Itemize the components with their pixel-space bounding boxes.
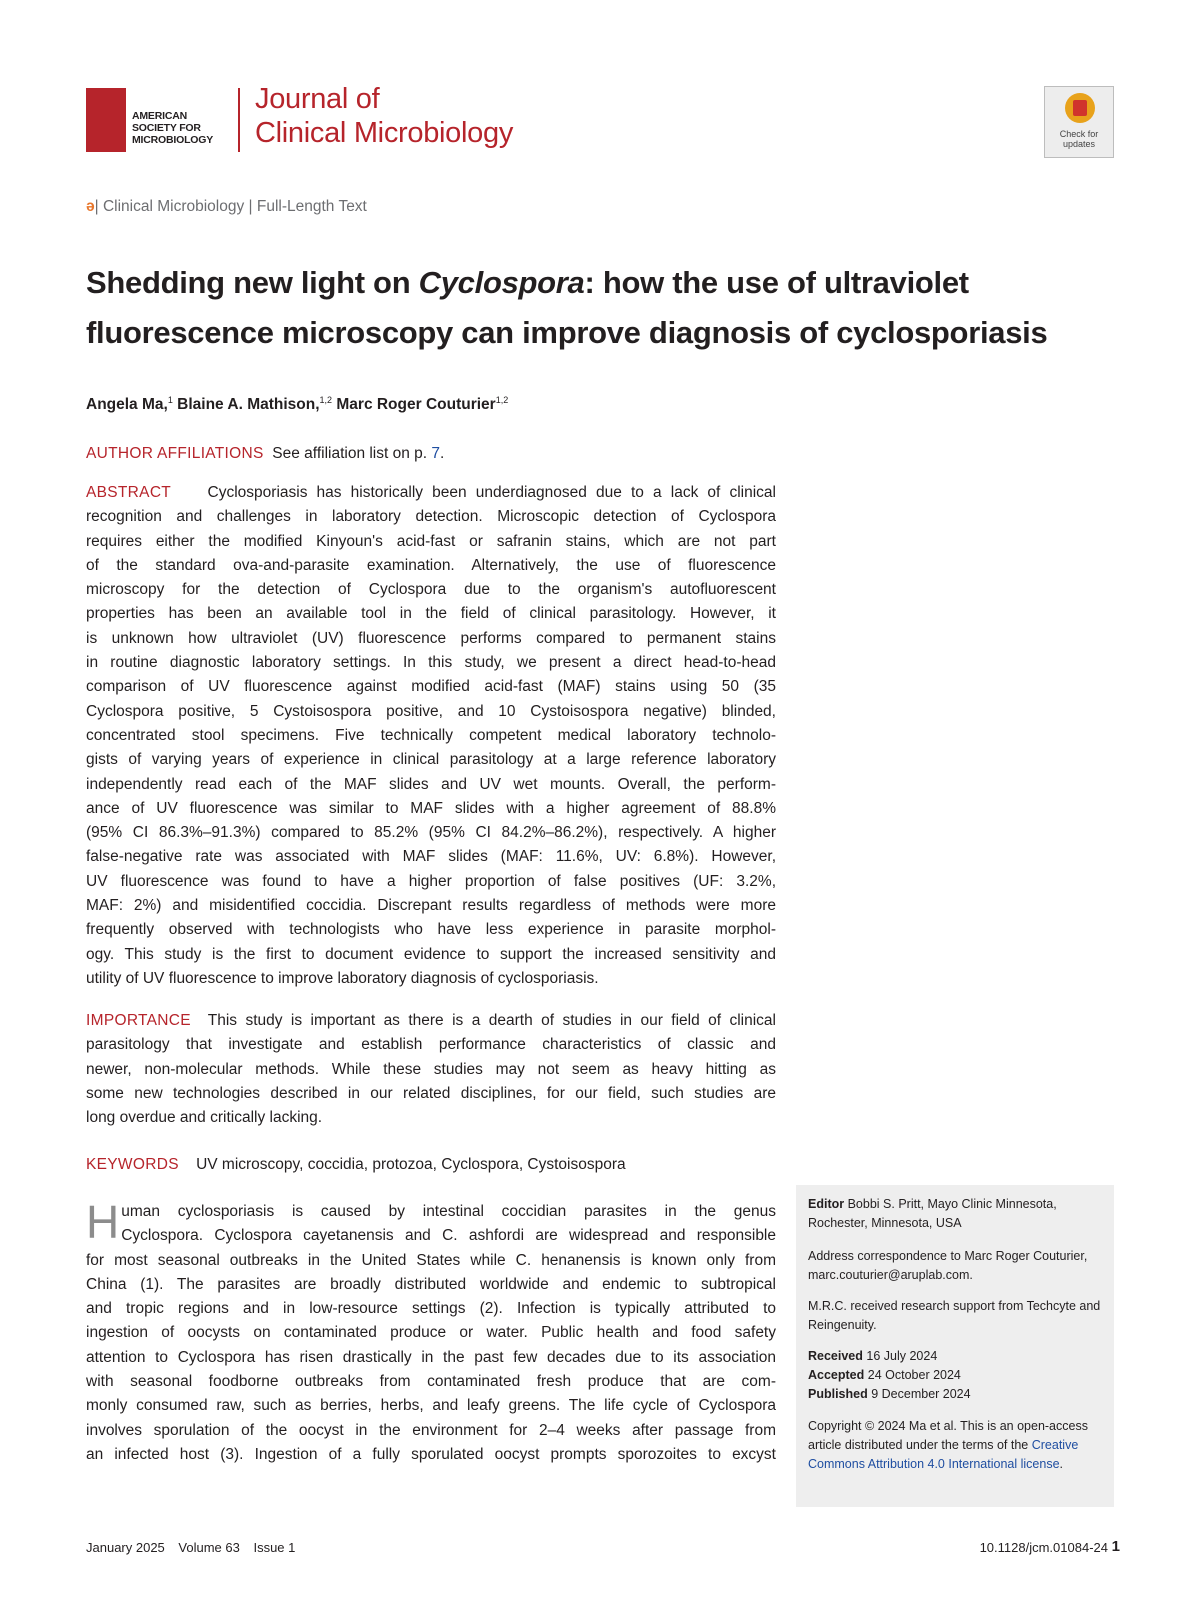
copyright-text: Copyright © 2024 Ma et al. This is an open-access article distributed under the terms of the xyxy=(808,1419,1088,1452)
body-line: with seasonal foodborne outbreaks from contaminated fresh produce that are com- xyxy=(86,1373,776,1391)
importance-label: IMPORTANCE xyxy=(86,1012,191,1029)
check-label-line: Check for xyxy=(1059,129,1099,139)
importance-line: some new technologies described in our related disciplines, for our field, such studies are xyxy=(86,1084,776,1102)
abstract-line: utility of UV fluorescence to improve laboratory diagnosis of cyclosporiasis. xyxy=(86,969,599,987)
body-line: and tropic regions and in low-resource settings (2). Infection is typically attributed to xyxy=(86,1300,776,1318)
importance-line: long overdue and critically lacking. xyxy=(86,1109,323,1127)
copyright-end: . xyxy=(1059,1457,1064,1471)
body-text xyxy=(86,1196,776,1467)
importance-line: newer, non-molecular methods. While these studies may not seem as heavy hitting as xyxy=(86,1060,776,1078)
copyright-info xyxy=(808,1417,1108,1474)
abstract-label: ABSTRACT xyxy=(86,484,172,501)
accepted-value: 24 October 2024 xyxy=(867,1368,961,1382)
body-line: uman cyclosporiasis is caused by intestinal coccidian parasites in the genus xyxy=(121,1203,776,1220)
abstract-line: independently read each of the MAF slides and UV wet mounts. Overall, the perform- xyxy=(86,775,776,793)
author-name[interactable]: Angela Ma, xyxy=(86,396,168,414)
importance-line xyxy=(86,1009,776,1033)
correspondence-info: Address correspondence to Marc Roger Couturier, marc.couturier@aruplab.com. xyxy=(808,1249,1088,1282)
abstract-line: properties has been an available tool in the field of clinical parasitology. However, it xyxy=(86,605,776,623)
abstract-line: is unknown how ultraviolet (UV) fluorescence performs compared to permanent stains xyxy=(86,629,776,647)
article-section xyxy=(86,198,367,216)
asm-logo xyxy=(86,88,226,152)
abstract-line: MAF: 2%) and misidentified coccidia. Discrepant results regardless of methods were more xyxy=(86,897,776,915)
abstract-line: frequently observed with technologists who have less experience in parasite morphol- xyxy=(86,921,776,939)
section-text: | Clinical Microbiology | Full-Length Text xyxy=(94,198,367,215)
abstract xyxy=(86,481,776,991)
abstract-text: Cyclosporiasis has historically been underdiagnosed due to a lack of clinical xyxy=(207,484,776,501)
received-label: Received xyxy=(808,1349,863,1363)
accepted-date xyxy=(808,1366,1108,1385)
header-divider xyxy=(238,88,240,152)
body-line: China (1). The parasites are broadly distributed worldwide and endemic to subtropical xyxy=(86,1275,776,1293)
bookmark-icon xyxy=(1065,93,1095,123)
society-name-line: AMERICAN xyxy=(132,110,187,122)
affiliations-page-link[interactable]: 7 xyxy=(431,445,441,462)
abstract-line: comparison of UV fluorescence against modified acid-fast (MAF) stains using 50 (35 xyxy=(86,678,776,696)
body-line: for most seasonal outbreaks in the United States while C. henanensis is known only from xyxy=(86,1251,776,1269)
check-for-updates-button[interactable] xyxy=(1044,86,1114,158)
received-value: 16 July 2024 xyxy=(866,1349,938,1363)
asm-logo-mark xyxy=(86,88,126,152)
abstract-line: Cyclospora positive, 5 Cystoisospora positive, and 10 Cystoisospora negative) blinded, xyxy=(86,702,776,720)
society-name-line: MICROBIOLOGY xyxy=(132,134,214,146)
abstract-line: in routine diagnostic laboratory settings. In this study, we present a direct head-to-head xyxy=(86,654,776,672)
author-list xyxy=(86,395,508,414)
abstract-line: ance of UV fluorescence was similar to MAF slides with a higher agreement of 88.8% xyxy=(86,799,776,817)
body-line: attention to Cyclospora has risen drastically in the past few decades due to its association xyxy=(86,1348,776,1366)
editor-text: Bobbi S. Pritt, Mayo Clinic Minnesota, Rochester, Minnesota, USA xyxy=(808,1197,1057,1230)
abstract-line: UV fluorescence was found to have a higher proportion of false positives (UF: 3.2%, xyxy=(86,872,776,890)
abstract-line: false-negative rate was associated with MAF slides (MAF: 11.6%, UV: 6.8%). However, xyxy=(86,848,776,866)
affiliations-end: . xyxy=(440,445,445,462)
importance-line: parasitology that investigate and establish performance characteristics of classic and xyxy=(86,1036,776,1054)
journal-title-line: Journal of xyxy=(255,83,380,115)
check-label-line: updates xyxy=(1062,139,1096,149)
abstract-line xyxy=(86,481,776,505)
journal-title-line: Clinical Microbiology xyxy=(255,117,514,149)
journal-title xyxy=(255,82,513,150)
affiliations-label: AUTHOR AFFILIATIONS xyxy=(86,445,264,462)
abstract-line: requires either the modified Kinyoun's acid-fast or safranin stains, which are not part xyxy=(86,532,776,550)
editor-info xyxy=(808,1195,1108,1233)
importance-text: This study is important as there is a dearth of studies in our field of clinical xyxy=(207,1012,776,1029)
abstract-line: (95% CI 86.3%–91.3%) compared to 85.2% (95% CI 84.2%–86.2%), respectively. A higher xyxy=(86,824,776,842)
abstract-line: ogy. This study is the first to document evidence to support the increased sensitivity and xyxy=(86,945,776,963)
article-doi[interactable]: 10.1128/jcm.01084-24 xyxy=(979,1540,1108,1555)
issue-info xyxy=(86,1540,305,1555)
issue-number: Issue 1 xyxy=(253,1540,296,1555)
title-text: : how the use of ultraviolet xyxy=(584,265,969,300)
published-value: 9 December 2024 xyxy=(871,1387,971,1401)
editor-label: Editor xyxy=(808,1197,845,1211)
published-date xyxy=(808,1385,1108,1404)
keywords-label: KEYWORDS xyxy=(86,1156,179,1173)
accepted-label: Accepted xyxy=(808,1368,865,1382)
issue-date: January 2025 xyxy=(86,1540,165,1555)
body-line: ingestion of oocysts on contaminated produce or water. Public health and food safety xyxy=(86,1324,776,1342)
keywords xyxy=(86,1156,626,1174)
author-affil-sup: 1,2 xyxy=(319,395,333,405)
body-line: involves sporulation of the oocyst in the environment for 2–4 weeks after passage from xyxy=(86,1421,776,1439)
body-line: an infected host (3). Ingestion of a fully sporulated oocyst prompts sporozoites to excyst xyxy=(86,1445,776,1463)
importance xyxy=(86,1009,776,1130)
check-for-updates-label xyxy=(1045,129,1113,149)
author-affil-sup: 1,2 xyxy=(495,395,509,405)
abstract-line: microscopy for the detection of Cyclospora due to the organism's autofluorescent xyxy=(86,581,776,599)
society-name xyxy=(132,110,213,146)
abstract-line: recognition and challenges in laboratory detection. Microscopic detection of Cyclospora xyxy=(86,508,776,526)
open-access-icon: ə xyxy=(86,198,95,215)
drop-cap: H xyxy=(86,1196,120,1248)
title-text: Shedding new light on xyxy=(86,265,419,300)
title-line xyxy=(86,258,1126,308)
author-affil-sup: 1 xyxy=(167,395,173,405)
abstract-line: concentrated stool specimens. Five technically competent medical laboratory technolo- xyxy=(86,726,776,744)
author-affiliations xyxy=(86,445,444,463)
body-line: Cyclospora. Cyclospora cayetanensis and C. ashfordi are widespread and responsible xyxy=(121,1227,776,1245)
disclosure-info: M.R.C. received research support from Techcyte and Reingenuity. xyxy=(808,1299,1101,1332)
abstract-line: of the standard ova-and-parasite examination. Alternatively, the use of fluorescence xyxy=(86,556,776,574)
published-label: Published xyxy=(808,1387,868,1401)
affiliations-text: See affiliation list on p. xyxy=(272,445,432,462)
license-link[interactable]: Creative Commons Attribution 4.0 International license xyxy=(808,1438,1079,1471)
received-date xyxy=(808,1347,1108,1366)
author-name[interactable]: Marc Roger Couturier xyxy=(336,396,496,414)
page-number: 1 xyxy=(1111,1538,1120,1555)
society-name-line: SOCIETY FOR xyxy=(132,122,201,134)
title-line: fluorescence microscopy can improve diagnosis of cyclosporiasis xyxy=(86,315,1048,350)
abstract-line: gists of varying years of experience in clinical parasitology at a large reference laboratory xyxy=(86,751,776,769)
issue-volume: Volume 63 xyxy=(178,1540,240,1555)
author-name[interactable]: Blaine A. Mathison, xyxy=(177,396,320,414)
article-info-sidebar xyxy=(796,1185,1114,1507)
keywords-text: UV microscopy, coccidia, protozoa, Cyclospora, Cystoisospora xyxy=(196,1156,626,1173)
body-line: monly consumed raw, such as berries, herbs, and leafy greens. The life cycle of Cyclospora xyxy=(86,1397,776,1415)
article-title xyxy=(86,258,1126,358)
title-genus: Cyclospora xyxy=(418,265,585,300)
